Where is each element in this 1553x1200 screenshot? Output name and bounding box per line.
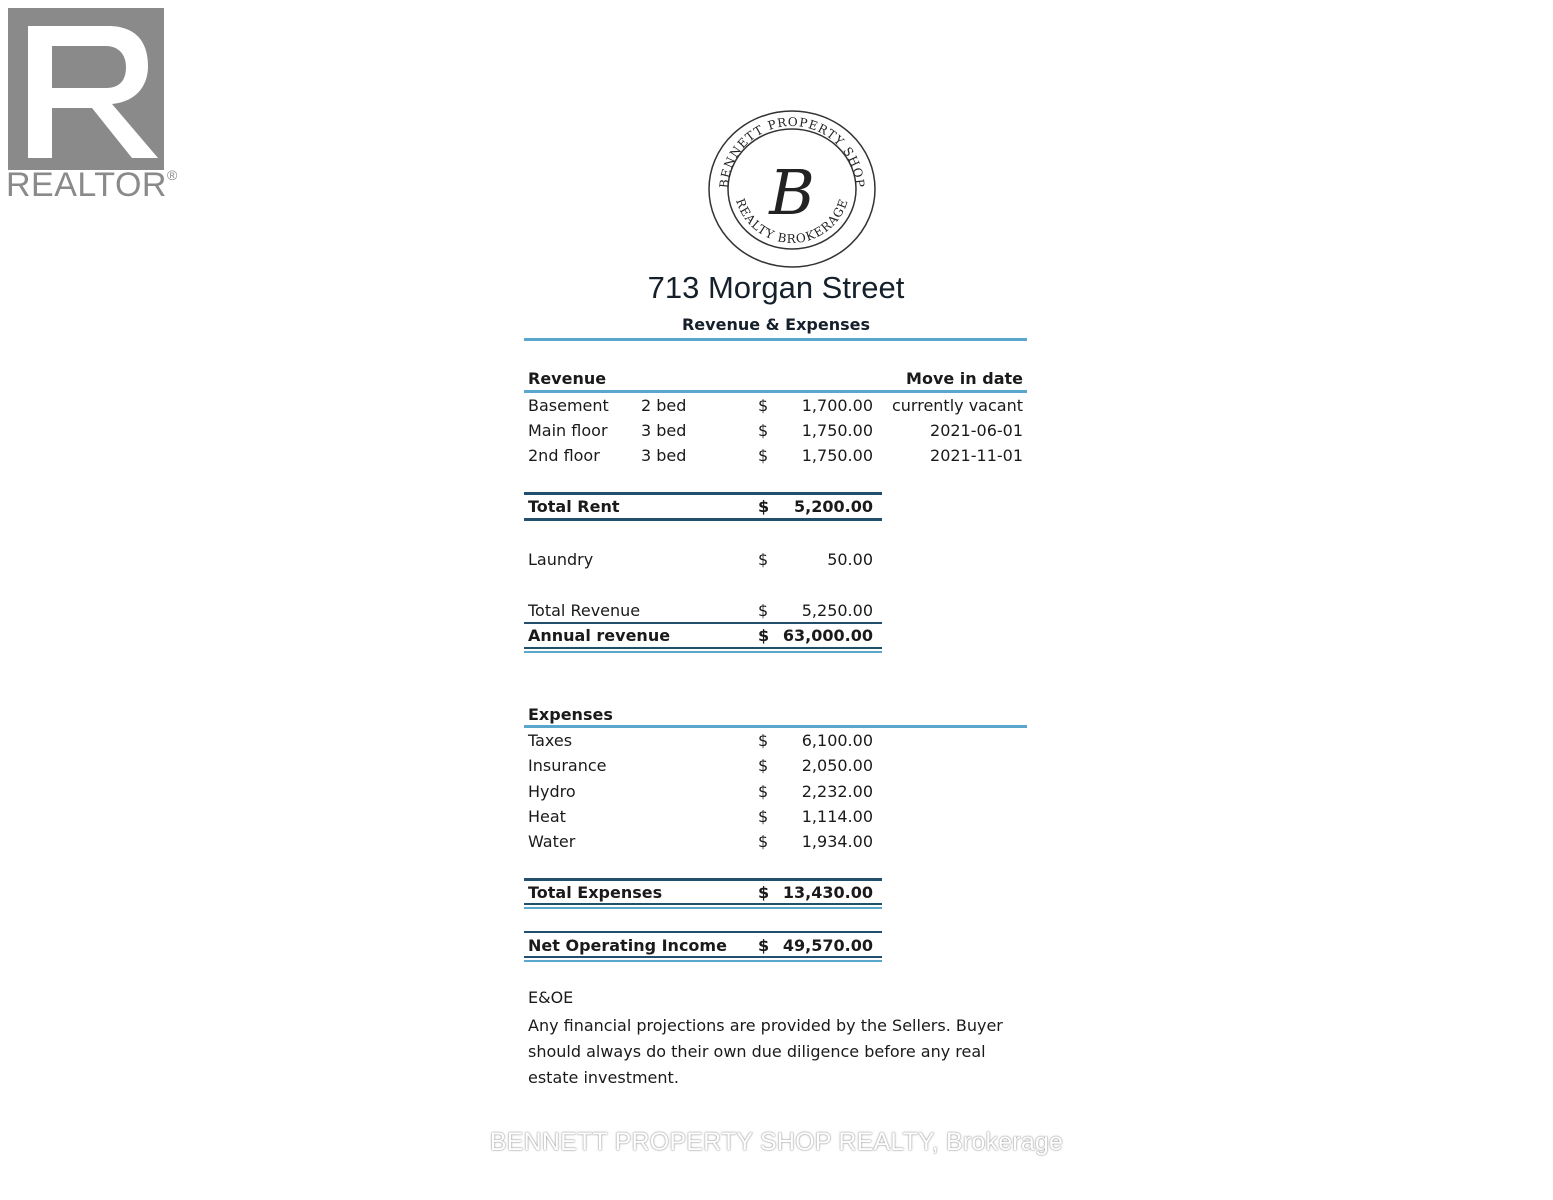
unit-rent: 1,700.00 — [801, 396, 873, 415]
total-revenue-amount: 5,250.00 — [801, 601, 873, 620]
currency-symbol: $ — [758, 756, 769, 775]
revenue-header-rule — [524, 390, 1027, 393]
currency-symbol: $ — [758, 396, 769, 415]
expense-name: Insurance — [528, 756, 607, 775]
noi-double-rule — [524, 960, 882, 962]
total-rent-bottom-rule — [524, 518, 882, 521]
expense-name: Hydro — [528, 782, 576, 801]
currency-symbol: $ — [758, 446, 769, 465]
currency-symbol: $ — [758, 550, 769, 569]
laundry-amount: 50.00 — [827, 550, 873, 569]
svg-text:BENNETT PROPERTY SHOP: BENNETT PROPERTY SHOP — [716, 114, 868, 189]
svg-text:REALTY BROKERAGE: REALTY BROKERAGE — [733, 196, 851, 246]
expenses-header: Expenses — [528, 705, 613, 724]
expense-amount: 2,232.00 — [801, 782, 873, 801]
unit-beds: 2 bed — [641, 396, 687, 415]
noi-top-rule — [524, 931, 882, 933]
unit-beds: 3 bed — [641, 446, 687, 465]
currency-symbol: $ — [758, 936, 770, 955]
total-expenses-bottom-rule — [524, 903, 882, 905]
title-divider — [524, 338, 1027, 341]
expenses-header-rule — [524, 725, 1027, 728]
currency-symbol: $ — [758, 832, 769, 851]
noi-bottom-rule — [524, 956, 882, 958]
currency-symbol: $ — [758, 626, 770, 645]
page-subtitle: Revenue & Expenses — [681, 315, 871, 334]
unit-rent: 1,750.00 — [801, 446, 873, 465]
revenue-header: Revenue — [528, 369, 607, 388]
noi-label: Net Operating Income — [528, 936, 727, 955]
currency-symbol: $ — [758, 421, 769, 440]
expense-name: Taxes — [528, 731, 573, 750]
currency-symbol: $ — [758, 731, 769, 750]
currency-symbol: $ — [758, 601, 769, 620]
annual-revenue-double-rule — [524, 651, 882, 653]
disclaimer-text: Any financial projections are provided by the Sellers. Buyer should always do their own due diligence before any real estate investment. — [528, 1016, 1003, 1087]
expense-amount: 1,934.00 — [801, 832, 873, 851]
total-rent-amount: 5,200.00 — [794, 497, 873, 516]
unit-move-in-date: 2021-11-01 — [930, 446, 1023, 465]
property-title: 713 Morgan Street — [647, 270, 905, 305]
total-expenses-double-rule — [524, 907, 882, 909]
expense-name: Heat — [528, 807, 566, 826]
realtor-logo-icon — [8, 8, 164, 170]
noi-amount: 49,570.00 — [782, 936, 873, 955]
unit-name: 2nd floor — [528, 446, 600, 465]
svg-text:B: B — [769, 156, 815, 229]
unit-move-in-date: 2021-06-01 — [930, 421, 1023, 440]
eoe-note: E&OE — [528, 988, 574, 1007]
annual-revenue-top-rule — [524, 622, 882, 624]
annual-revenue-amount: 63,000.00 — [782, 626, 873, 645]
realtor-wordmark: REALTOR® — [6, 166, 178, 204]
laundry-label: Laundry — [528, 550, 594, 569]
unit-name: Basement — [528, 396, 609, 415]
unit-name: Main floor — [528, 421, 608, 440]
unit-beds: 3 bed — [641, 421, 687, 440]
unit-move-in-date: currently vacant — [891, 396, 1023, 415]
expense-name: Water — [528, 832, 576, 851]
annual-revenue-label: Annual revenue — [528, 626, 671, 645]
unit-rent: 1,750.00 — [801, 421, 873, 440]
brokerage-footer: BENNETT PROPERTY SHOP REALTY, Brokerage — [466, 1128, 1087, 1157]
expense-amount: 2,050.00 — [801, 756, 873, 775]
expense-amount: 6,100.00 — [801, 731, 873, 750]
move-in-date-header: Move in date — [906, 369, 1023, 388]
total-expenses-top-rule — [524, 878, 882, 881]
currency-symbol: $ — [758, 807, 769, 826]
brokerage-seal-logo — [706, 108, 878, 270]
annual-revenue-bottom-rule — [524, 647, 882, 649]
total-rent-top-rule — [524, 492, 882, 495]
expense-amount: 1,114.00 — [801, 807, 873, 826]
currency-symbol: $ — [758, 497, 770, 516]
currency-symbol: $ — [758, 883, 770, 902]
total-rent-label: Total Rent — [528, 497, 620, 516]
total-revenue-label: Total Revenue — [528, 601, 641, 620]
currency-symbol: $ — [758, 782, 769, 801]
total-expenses-amount: 13,430.00 — [782, 883, 873, 902]
total-expenses-label: Total Expenses — [528, 883, 663, 902]
